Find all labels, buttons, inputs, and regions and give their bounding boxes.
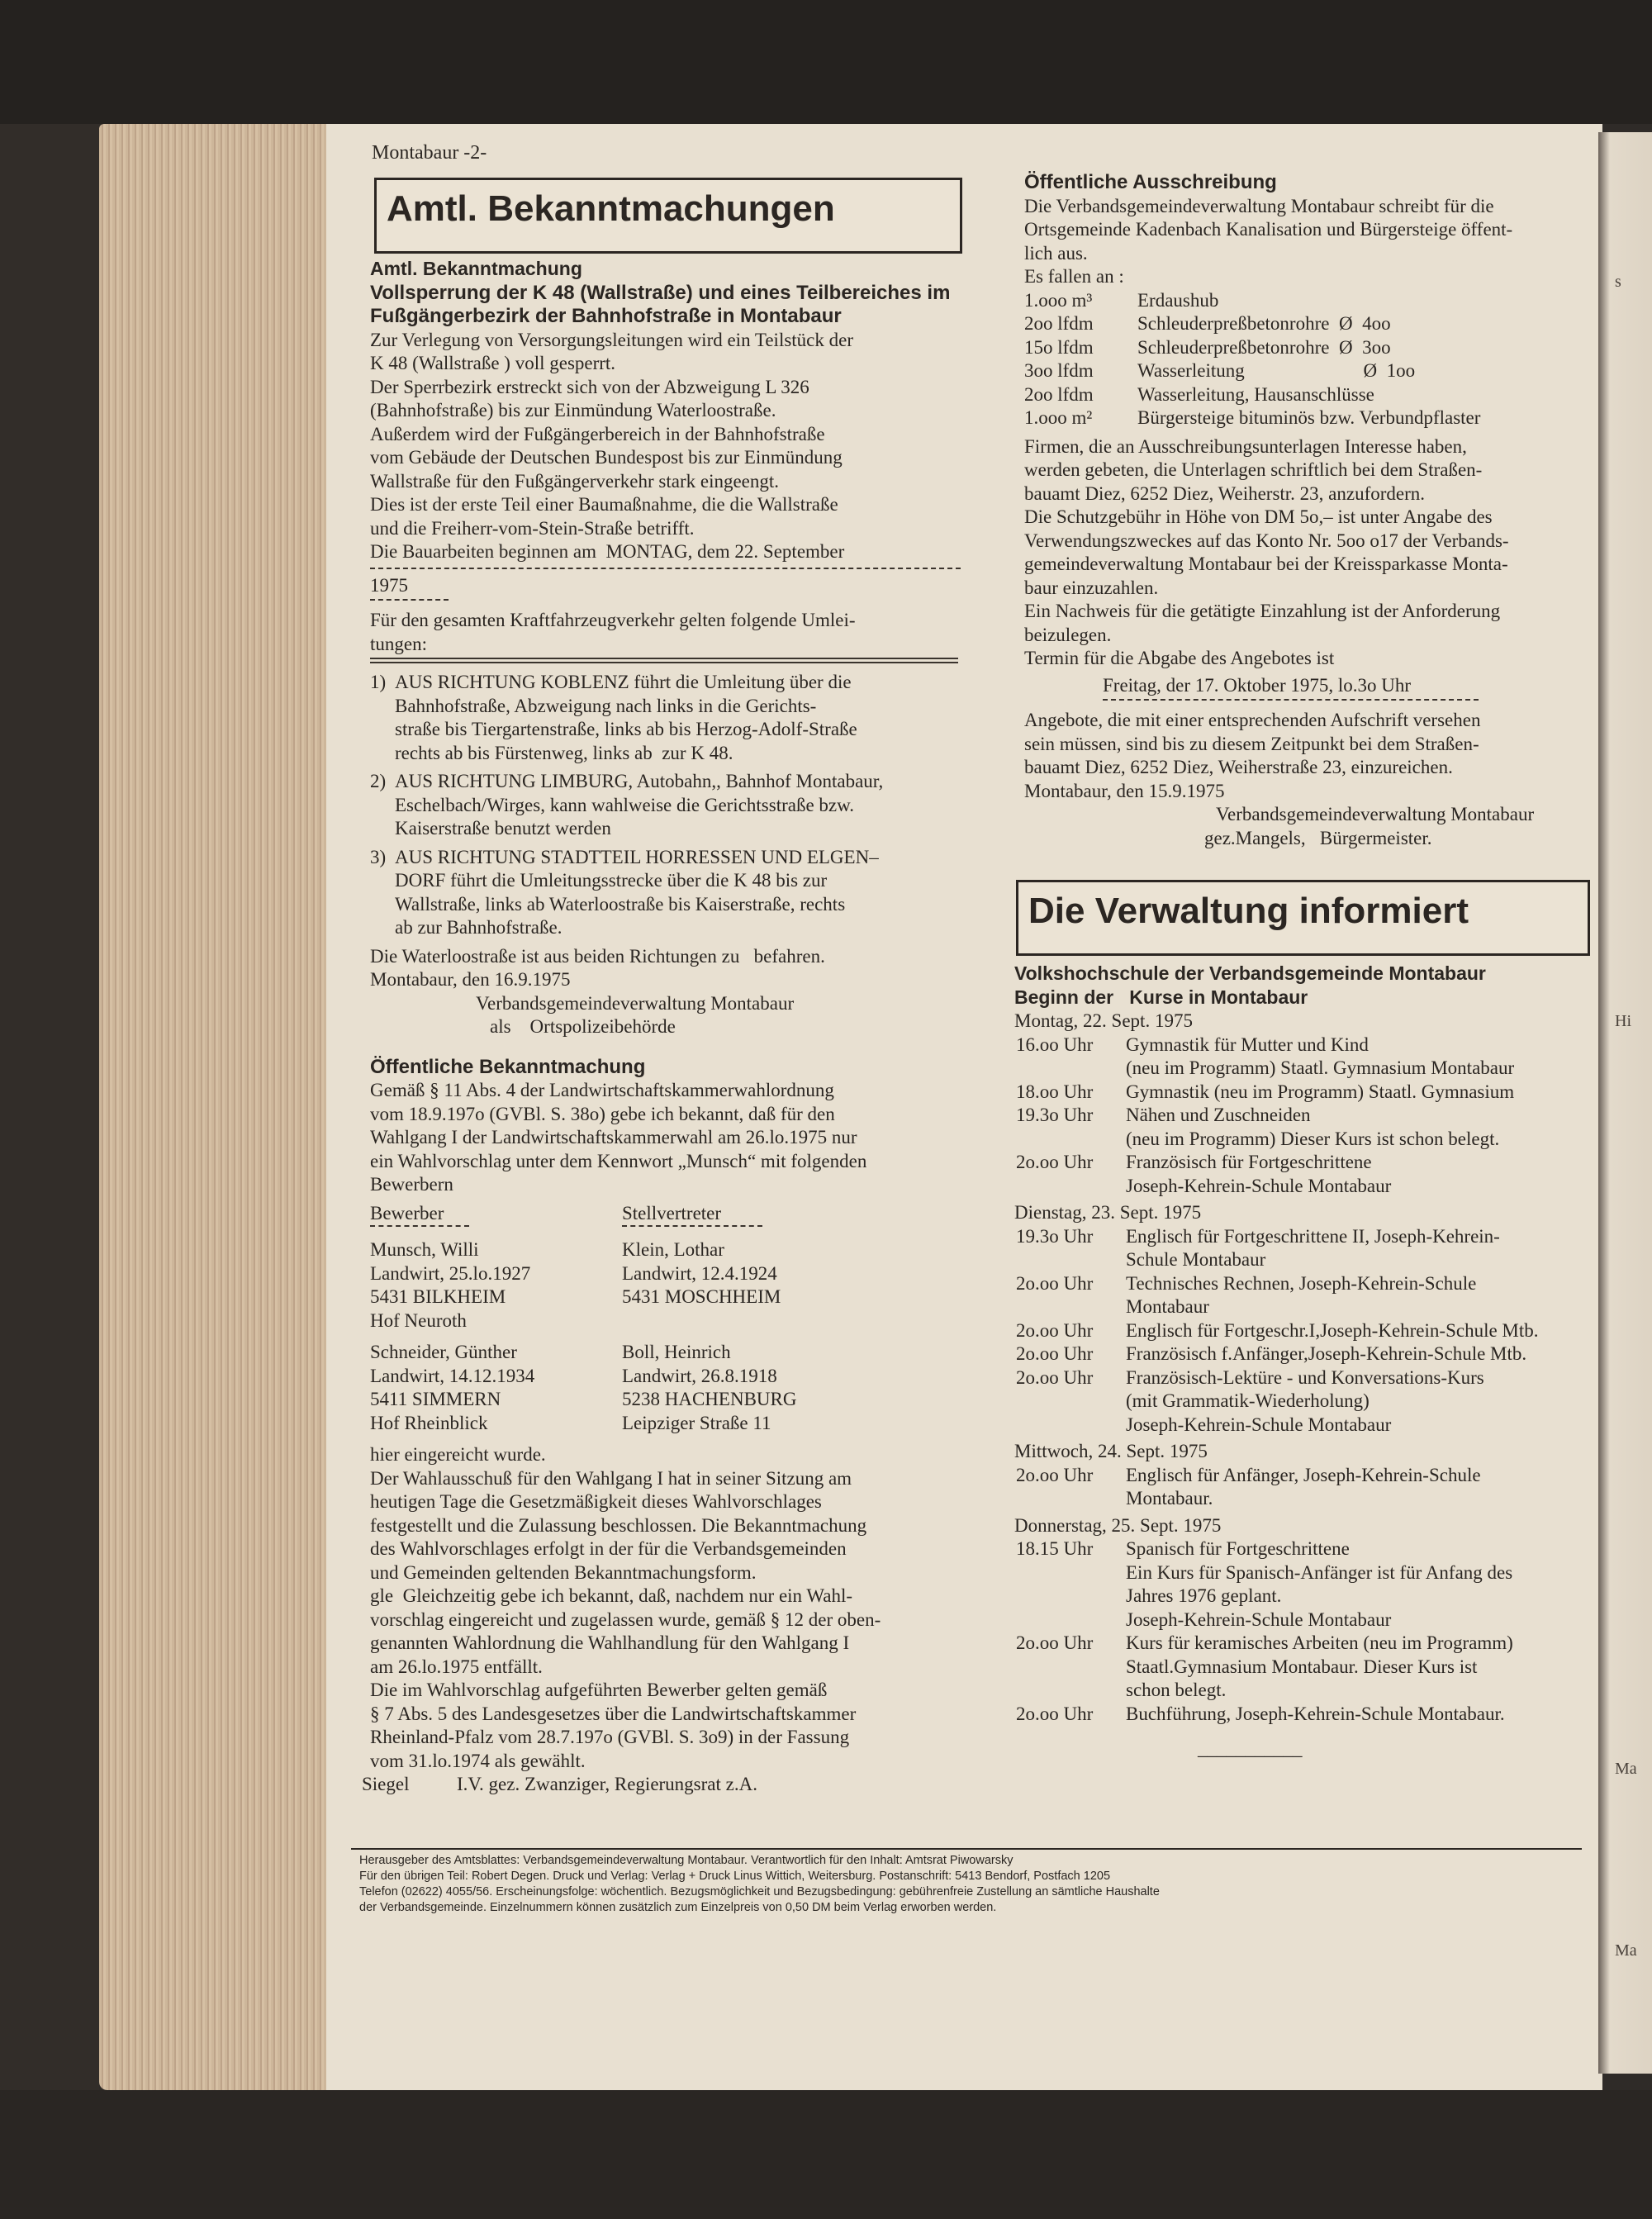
vhs-title: Volkshochschule der Verbandsgemeinde Montabaur <box>1014 962 1486 984</box>
route-line: Wallstraße, links ab Waterloostraße bis Kaiserstraße, rechts <box>395 893 846 915</box>
notice-body-line: und die Freiherr-vom-Stein-Straße betrifft. <box>370 517 695 539</box>
notice2-body-line: vom 31.lo.1974 als gewählt. <box>370 1750 586 1771</box>
tender-intro-line: lich aus. <box>1024 242 1088 264</box>
route-line: DORF führt die Umleitungsstrecke über die K 48 bis zur <box>395 870 828 891</box>
column-header-bewerber: Bewerber <box>370 1202 444 1224</box>
detour-intro-line: Für den gesamten Kraftfahrzeugverkehr gelten folgende Umlei- <box>370 610 856 630</box>
notice-signature: Verbandsgemeindeverwaltung Montabaur <box>476 992 795 1014</box>
tender-body2-line: Angebote, die mit einer entsprechenden Aufschrift versehen <box>1024 710 1481 730</box>
main-heading: Amtl. Bekanntmachungen <box>374 178 962 254</box>
tender-body-line: Termin für die Abgabe des Angebotes ist <box>1024 648 1335 668</box>
course-line: Buchführung, Joseph-Kehrein-Schule Montabaur. <box>1126 1703 1505 1724</box>
course-line: Montabaur. <box>1126 1488 1213 1509</box>
tender-item-quantity: 2oo lfdm <box>1024 313 1094 334</box>
tender-item-description: Bürgersteige bituminös bzw. Verbundpflaster <box>1137 407 1481 428</box>
next-page-strip <box>1598 132 1652 2074</box>
tender-intro-line: Die Verbandsgemeindeverwaltung Montabaur schreibt für die <box>1024 195 1494 216</box>
course-time: 18.oo Uhr <box>1016 1081 1094 1102</box>
tender-signature: Verbandsgemeindeverwaltung Montabaur <box>1216 804 1535 824</box>
notice-body-line: Dies ist der erste Teil einer Baumaßnahme, die die Wallstraße <box>370 494 838 515</box>
course-line: Französisch für Fortgeschrittene <box>1126 1152 1372 1172</box>
course-time: 16.oo Uhr <box>1016 1033 1094 1055</box>
notice-kicker: Amtl. Bekanntmachung <box>370 258 582 279</box>
background-bottom <box>0 2090 1652 2219</box>
tender-title: Öffentliche Ausschreibung <box>1024 171 1277 193</box>
course-time: 2o.oo Uhr <box>1016 1272 1094 1294</box>
notice-body-line: Der Sperrbezirk erstreckt sich von der Abzweigung L 326 <box>370 376 809 397</box>
divider <box>370 662 958 663</box>
candidate-line: Schneider, Günther <box>370 1342 517 1362</box>
candidate-line: Landwirt, 14.12.1934 <box>370 1365 535 1386</box>
tender-intro-line: Ortsgemeinde Kadenbach Kanalisation und Bürgersteige öffent- <box>1024 219 1513 240</box>
course-line: Jahres 1976 geplant. <box>1126 1585 1282 1606</box>
background-left <box>0 124 99 2219</box>
tender-body-line: beizulegen. <box>1024 624 1112 645</box>
divider <box>1103 699 1479 701</box>
course-time: 19.3o Uhr <box>1016 1225 1094 1247</box>
course-line: Joseph-Kehrein-Schule Montabaur <box>1126 1175 1392 1196</box>
notice2-body-line: heutigen Tage die Gesetzmäßigkeit dieses Wahlvorschlages <box>370 1491 822 1512</box>
notice2-intro-line: ein Wahlvorschlag unter dem Kennwort „Munsch“ mit folgenden <box>370 1150 867 1171</box>
page-header: Montabaur -2- <box>372 142 487 164</box>
tender-body-line: bauamt Diez, 6252 Diez, Weiherstr. 23, anzufordern. <box>1024 482 1426 504</box>
notice-body-line: Wallstraße für den Fußgängerverkehr stark eingeengt. <box>370 470 780 492</box>
notice2-body-line: Die im Wahlvorschlag aufgeführten Bewerber gelten gemäß <box>370 1680 828 1700</box>
notice2-signature: Siegel I.V. gez. Zwanziger, Regierungsrat z.A. <box>362 1774 757 1794</box>
divider <box>370 1225 469 1227</box>
tender-body-line: baur einzuzahlen. <box>1024 577 1159 598</box>
tender-body2-line: sein müssen, sind bis zu diesem Zeitpunkt bei dem Straßen- <box>1024 733 1479 754</box>
tender-item-description: Wasserleitung Ø 1oo <box>1137 360 1416 381</box>
notice-year: 1975 <box>370 574 408 596</box>
deputy-line: Klein, Lothar <box>622 1239 724 1260</box>
route-number: 2) <box>370 771 387 791</box>
notice2-intro-line: Gemäß § 11 Abs. 4 der Landwirtschaftskammerwahlordnung <box>370 1080 834 1100</box>
divider <box>370 568 961 569</box>
background-top <box>0 0 1652 124</box>
tender-signature: gez.Mangels, Bürgermeister. <box>1204 827 1432 848</box>
course-line: Nähen und Zuschneiden <box>1126 1105 1311 1125</box>
deputy-line: 5238 HACHENBURG <box>622 1389 797 1409</box>
notice2-intro-line: Bewerbern <box>370 1174 453 1195</box>
second-heading: Die Verwaltung informiert <box>1016 880 1590 956</box>
course-time: 2o.oo Uhr <box>1016 1703 1094 1724</box>
course-line: schon belegt. <box>1126 1680 1227 1700</box>
candidate-line: 5411 SIMMERN <box>370 1389 501 1409</box>
notice2-title: Öffentliche Bekanntmachung <box>370 1055 646 1078</box>
course-line: Joseph-Kehrein-Schule Montabaur <box>1126 1608 1392 1630</box>
adjacent-page-fragment: Ma <box>1615 1760 1637 1778</box>
notice-body-line: Zur Verlegung von Versorgungsleitungen wird ein Teilstück der <box>370 329 854 350</box>
tender-body2-line: Montabaur, den 15.9.1975 <box>1024 780 1225 801</box>
adjacent-page-fragment: Ma <box>1615 1941 1637 1960</box>
course-line: Staatl.Gymnasium Montabaur. Dieser Kurs ist <box>1126 1656 1478 1677</box>
detour-intro-line: tungen: <box>370 633 427 654</box>
course-time: 2o.oo Uhr <box>1016 1343 1094 1364</box>
route-line: rechts ab bis Fürstenweg, links ab zur K 48. <box>395 742 733 763</box>
divider <box>370 599 449 601</box>
vhs-day: Donnerstag, 25. Sept. 1975 <box>1014 1514 1222 1536</box>
notice2-body-line: Rheinland-Pfalz vom 28.7.197o (GVBl. S. 3o9) in der Fassung <box>370 1727 850 1747</box>
course-line: Französisch f.Anfänger,Joseph-Kehrein-Schule Mtb. <box>1126 1343 1527 1364</box>
notice-title: Fußgängerbezirk der Bahnhofstraße in Montabaur <box>370 305 842 327</box>
route-line: AUS RICHTUNG KOBLENZ führt die Umleitung über die <box>395 672 852 692</box>
course-line: Spanisch für Fortgeschrittene <box>1126 1538 1350 1559</box>
notice-body-line: Die Bauarbeiten beginnen am MONTAG, dem 22. September <box>370 541 845 562</box>
tender-body-line: Die Schutzgebühr in Höhe von DM 5o,– ist unter Angabe des <box>1024 506 1493 527</box>
tender-item-description: Schleuderpreßbetonrohre Ø 3oo <box>1137 336 1391 358</box>
notice2-body-line: festgestellt und die Zulassung beschlossen. Die Bekanntmachung <box>370 1514 867 1536</box>
course-line: Gymnastik (neu im Programm) Staatl. Gymnasium <box>1126 1081 1515 1102</box>
tender-item-quantity: 2oo lfdm <box>1024 383 1094 405</box>
tender-item-quantity: 15o lfdm <box>1024 336 1094 358</box>
deputy-line: Landwirt, 12.4.1924 <box>622 1262 777 1284</box>
notice2-body-line: Der Wahlausschuß für den Wahlgang I hat in seiner Sitzung am <box>370 1467 852 1489</box>
course-line: Joseph-Kehrein-Schule Montabaur <box>1126 1414 1392 1435</box>
footer-imprint-line: Herausgeber des Amtsblattes: Verbandsgemeindeverwaltung Montabaur. Verantwortlich für den Inhalt: Amtsrat Piwowarsky <box>359 1854 1014 1867</box>
deputy-line: Boll, Heinrich <box>622 1342 731 1362</box>
tender-body-line: Ein Nachweis für die getätigte Einzahlung ist der Anforderung <box>1024 601 1501 621</box>
course-line: Montabaur <box>1126 1296 1209 1317</box>
candidate-line: Hof Rheinblick <box>370 1412 488 1433</box>
route-number: 3) <box>370 846 387 867</box>
course-line: Kurs für keramisches Arbeiten (neu im Programm) <box>1126 1632 1513 1653</box>
vhs-day: Dienstag, 23. Sept. 1975 <box>1014 1202 1202 1223</box>
course-line: Gymnastik für Mutter und Kind <box>1126 1033 1369 1055</box>
course-time: 2o.oo Uhr <box>1016 1366 1094 1388</box>
divider <box>622 1225 762 1227</box>
vhs-end-mark: ___________ <box>1198 1738 1303 1759</box>
course-line: Schule Montabaur <box>1126 1249 1266 1270</box>
tender-body2-line: bauamt Diez, 6252 Diez, Weiherstraße 23, einzureichen. <box>1024 757 1453 777</box>
notice2-body-line: vorschlag eingereicht und zugelassen wurde, gemäß § 12 der oben- <box>370 1608 881 1630</box>
notice-body-line: K 48 (Wallstraße ) voll gesperrt. <box>370 353 616 373</box>
tender-body-line: Firmen, die an Ausschreibungsunterlagen Interesse haben, <box>1024 435 1467 457</box>
course-line: Englisch für Fortgeschr.I,Joseph-Kehrein-Schule Mtb. <box>1126 1319 1539 1341</box>
course-line: (mit Grammatik-Wiederholung) <box>1126 1390 1370 1411</box>
course-line: Englisch für Fortgeschrittene II, Joseph-Kehrein- <box>1126 1225 1500 1247</box>
tender-item-quantity: 1.ooo m² <box>1024 407 1093 428</box>
tender-item-description: Erdaushub <box>1137 289 1219 311</box>
candidate-line: Munsch, Willi <box>370 1239 479 1260</box>
notice-body-line: (Bahnhofstraße) bis zur Einmündung Waterloostraße. <box>370 400 776 421</box>
notice-title: Vollsperrung der K 48 (Wallstraße) und eines Teilbereiches im <box>370 281 951 304</box>
course-line: Technisches Rechnen, Joseph-Kehrein-Schule <box>1126 1272 1477 1294</box>
course-time: 2o.oo Uhr <box>1016 1152 1094 1172</box>
course-time: 2o.oo Uhr <box>1016 1464 1094 1485</box>
footer-imprint-line: Für den übrigen Teil: Robert Degen. Druck und Verlag: Verlag + Druck Linus Wittich, Weitersburg. Postanschrift: 5413 Bendorf, Postfach 1205 <box>359 1870 1111 1883</box>
tender-intro-line: Es fallen an : <box>1024 266 1124 287</box>
column-header-stellvertreter: Stellvertreter <box>622 1202 722 1224</box>
deputy-line: 5431 MOSCHHEIM <box>622 1286 781 1307</box>
tender-deadline: Freitag, der 17. Oktober 1975, lo.3o Uhr <box>1103 674 1412 696</box>
adjacent-page-fragment: s <box>1615 273 1621 291</box>
tender-body-line: werden gebeten, die Unterlagen schriftlich bei dem Straßen- <box>1024 459 1483 480</box>
route-line: Eschelbach/Wirges, kann wahlweise die Gerichtsstraße bzw. <box>395 794 854 815</box>
vhs-day: Mittwoch, 24. Sept. 1975 <box>1014 1441 1208 1461</box>
course-time: 2o.oo Uhr <box>1016 1632 1094 1653</box>
route-line: AUS RICHTUNG STADTTEIL HORRESSEN UND ELGEN– <box>395 846 879 867</box>
candidate-line: Landwirt, 25.lo.1927 <box>370 1262 531 1284</box>
course-line: Ein Kurs für Spanisch-Anfänger ist für Anfang des <box>1126 1561 1513 1583</box>
footer-imprint-line: der Verbandsgemeinde. Einzelnummern können zusätzlich zum Einzelpreis von 0,50 DM beim Verlag erworben werden. <box>359 1901 997 1914</box>
divider <box>370 658 958 659</box>
notice2-body-line: und Gemeinden geltenden Bekanntmachungsform. <box>370 1561 757 1583</box>
footer-imprint-line: Telefon (02622) 4055/56. Erscheinungsfolge: wöchentlich. Bezugsmöglichkeit und Bezugsbedingung: gebührenfreie Zustellung an sämtliche Haushalte <box>359 1885 1160 1898</box>
course-line: Englisch für Anfänger, Joseph-Kehrein-Schule <box>1126 1464 1481 1485</box>
route-number: 1) <box>370 672 387 692</box>
route-line: AUS RICHTUNG LIMBURG, Autobahn,, Bahnhof Montabaur, <box>395 771 884 791</box>
vhs-title: Beginn der Kurse in Montabaur <box>1014 986 1308 1008</box>
course-line: (neu im Programm) Staatl. Gymnasium Montabaur <box>1126 1057 1515 1078</box>
notice-signature: als Ortspolizeibehörde <box>490 1016 676 1037</box>
course-time: 19.3o Uhr <box>1016 1105 1094 1125</box>
course-time: 2o.oo Uhr <box>1016 1319 1094 1341</box>
notice2-intro-line: vom 18.9.197o (GVBl. S. 38o) gebe ich bekannt, daß für den <box>370 1103 835 1124</box>
candidate-line: 5431 BILKHEIM <box>370 1286 506 1307</box>
tender-item-quantity: 1.ooo m³ <box>1024 289 1093 311</box>
route-line: ab zur Bahnhofstraße. <box>395 917 563 938</box>
notice2-body-line: hier eingereicht wurde. <box>370 1444 546 1465</box>
route-line: Bahnhofstraße, Abzweigung nach links in die Gerichts- <box>395 695 817 716</box>
notice-body-line: vom Gebäude der Deutschen Bundespost bis zur Einmündung <box>370 447 843 468</box>
notice2-intro-line: Wahlgang I der Landwirtschaftskammerwahl am 26.lo.1975 nur <box>370 1127 857 1148</box>
route-line: straße bis Tiergartenstraße, links ab bis Herzog-Adolf-Straße <box>395 719 857 739</box>
tender-body-line: Verwendungszweckes auf das Konto Nr. 5oo o17 der Verbands- <box>1024 530 1509 551</box>
deputy-line: Landwirt, 26.8.1918 <box>622 1365 777 1386</box>
candidate-line: Hof Neuroth <box>370 1309 467 1331</box>
tender-item-description: Wasserleitung, Hausanschlüsse <box>1137 383 1374 405</box>
notice2-body-line: am 26.lo.1975 entfällt. <box>370 1656 543 1677</box>
course-line: (neu im Programm) Dieser Kurs ist schon belegt. <box>1126 1128 1500 1149</box>
notice2-body-line: § 7 Abs. 5 des Landesgesetzes über die Landwirtschaftskammer <box>370 1703 857 1724</box>
tender-body-line: gemeindeverwaltung Montabaur bei der Kreissparkasse Monta- <box>1024 554 1508 574</box>
tender-item-description: Schleuderpreßbetonrohre Ø 4oo <box>1137 313 1391 334</box>
route-line: Kaiserstraße benutzt werden <box>395 818 611 839</box>
tender-item-quantity: 3oo lfdm <box>1024 360 1094 381</box>
course-line: Französisch-Lektüre - und Konversations-Kurs <box>1126 1366 1484 1388</box>
notice2-body-line: genannten Wahlordnung die Wahlhandlung für den Wahlgang I <box>370 1632 850 1653</box>
vhs-day: Montag, 22. Sept. 1975 <box>1014 1010 1193 1031</box>
course-time: 18.15 Uhr <box>1016 1538 1094 1559</box>
footer-rule <box>351 1848 1582 1850</box>
notice2-body-line: gle Gleichzeitig gebe ich bekannt, daß, nachdem nur ein Wahl- <box>370 1585 853 1606</box>
adjacent-page-fragment: Hi <box>1615 1012 1631 1030</box>
deputy-line: Leipziger Straße 11 <box>622 1412 771 1433</box>
notice-closing-line: Die Waterloostraße ist aus beiden Richtungen zu befahren. <box>370 945 825 967</box>
notice-closing-line: Montabaur, den 16.9.1975 <box>370 969 571 990</box>
notice-body-line: Außerdem wird der Fußgängerbereich in der Bahnhofstraße <box>370 423 825 444</box>
book-page-edges <box>99 124 330 2090</box>
notice2-body-line: des Wahlvorschlages erfolgt in der für die Verbandsgemeinden <box>370 1538 847 1559</box>
